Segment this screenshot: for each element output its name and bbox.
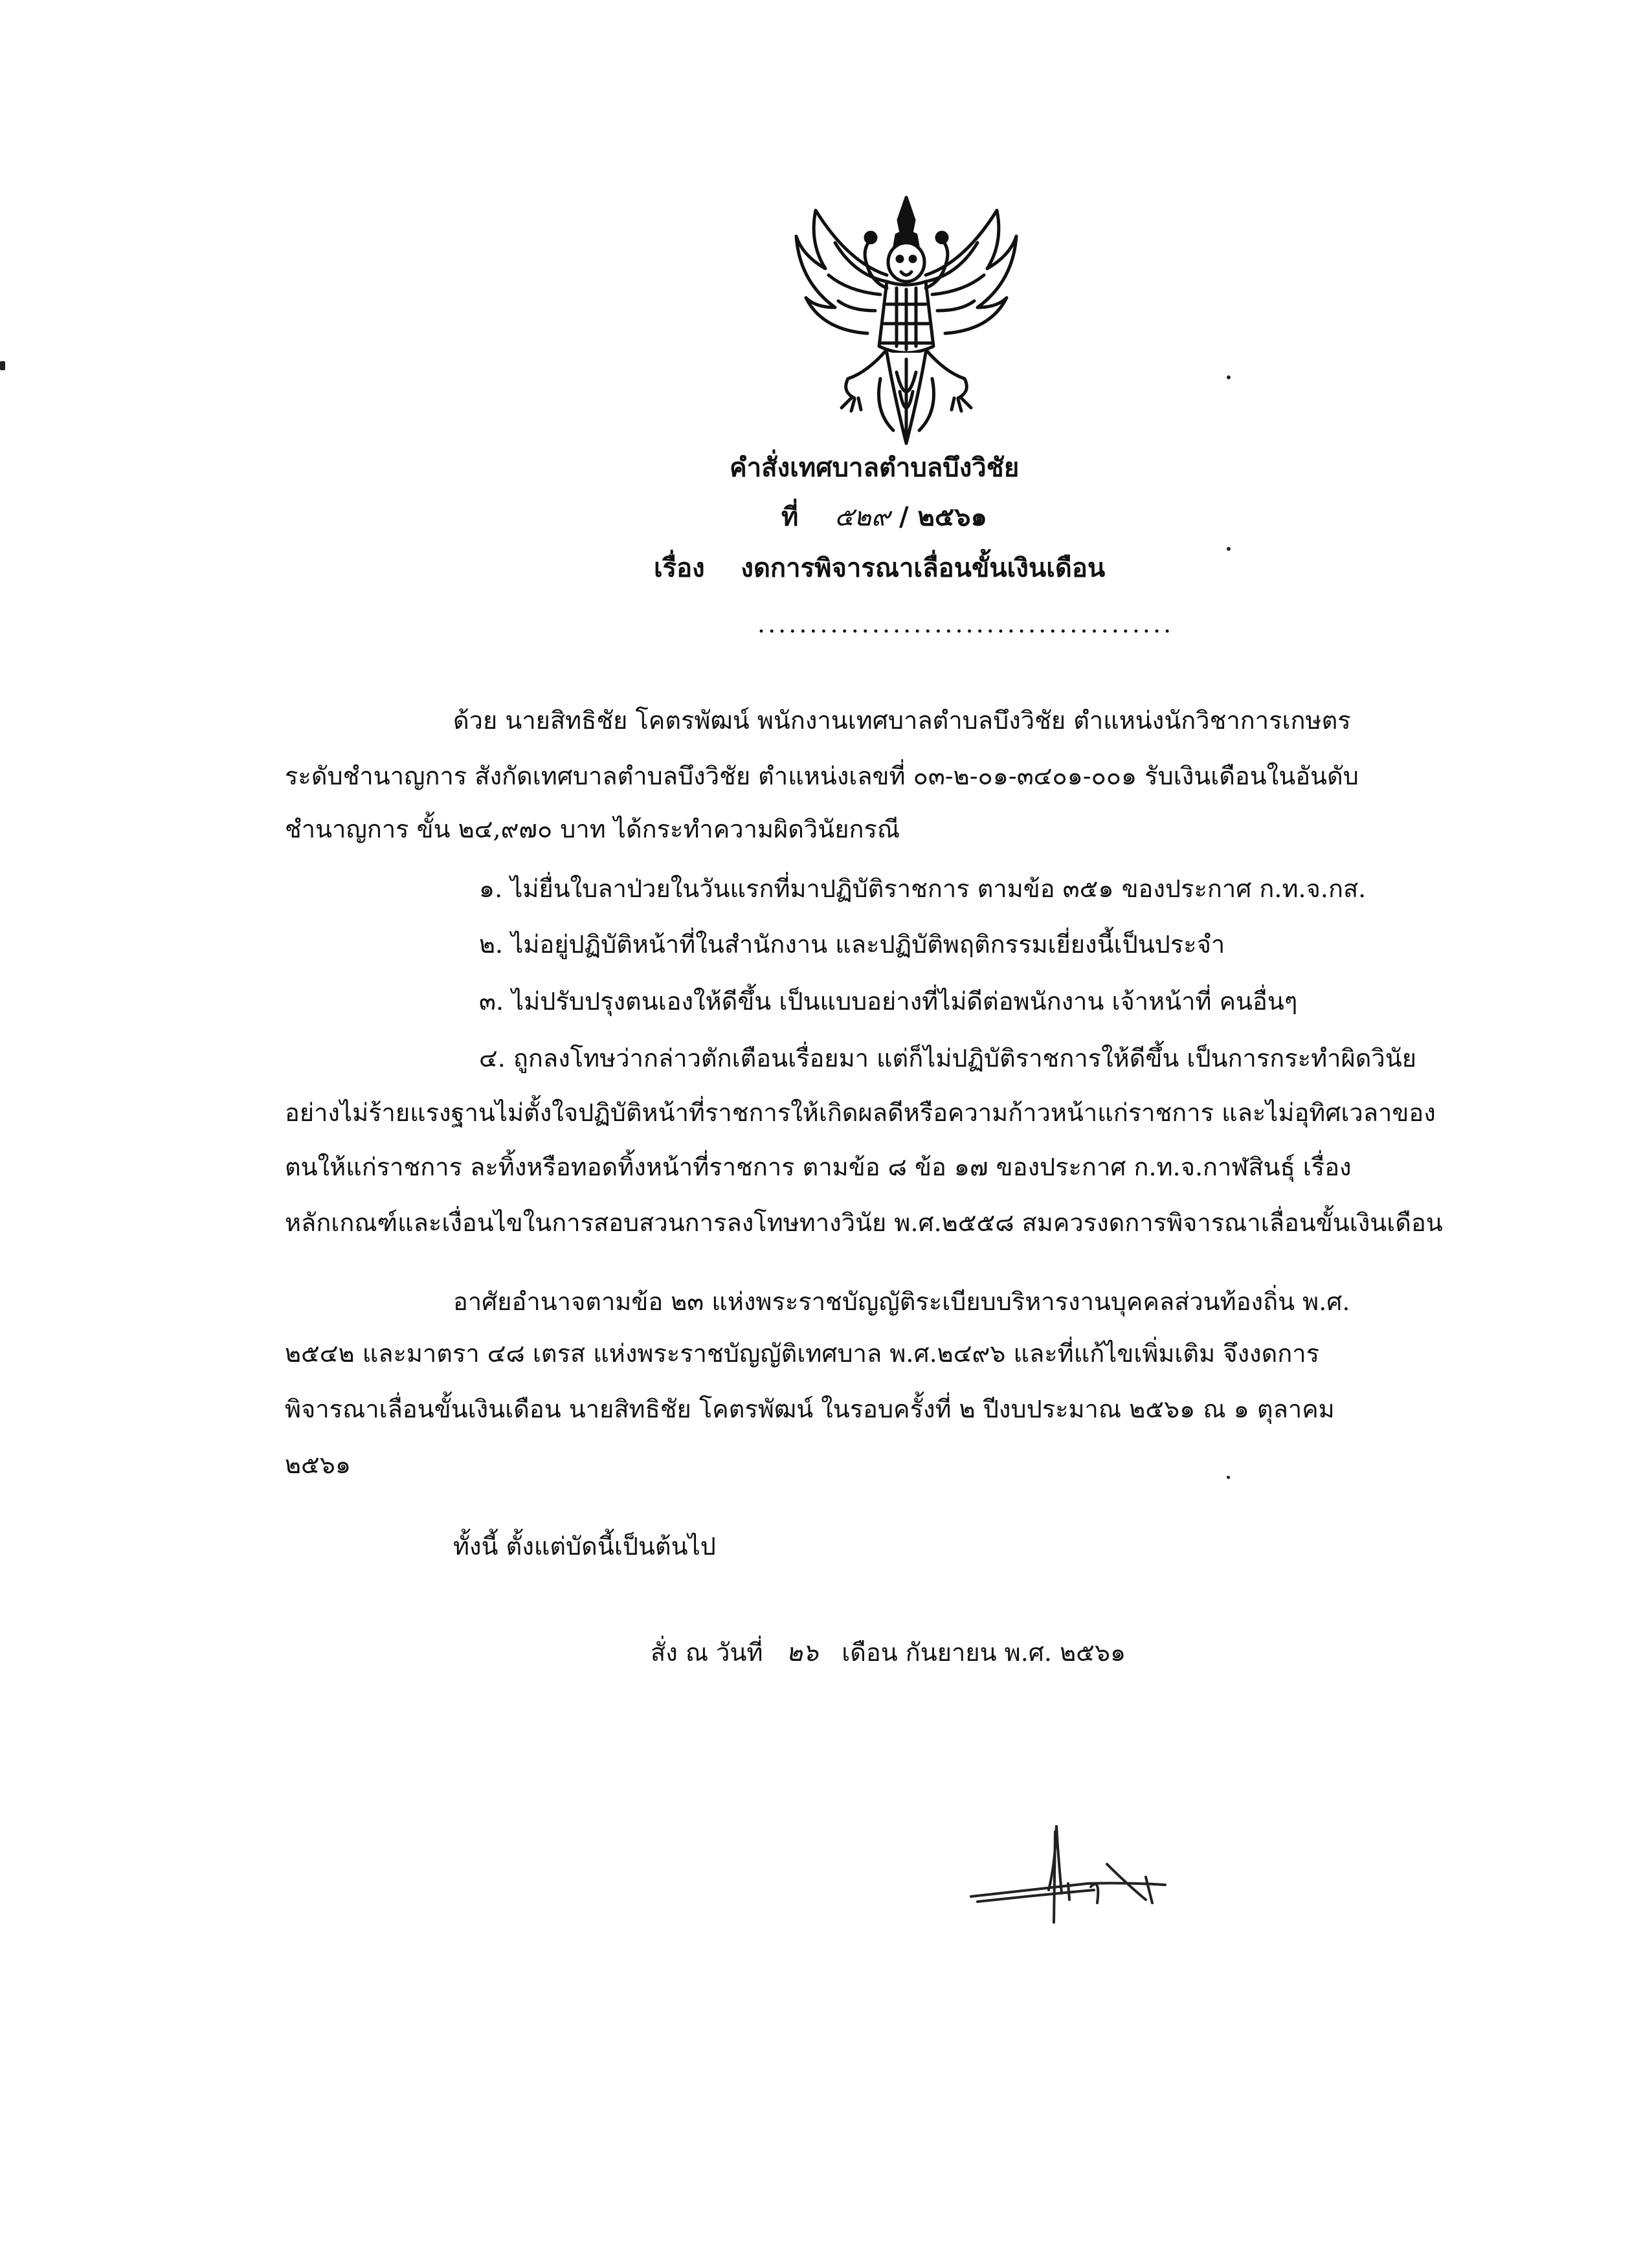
order-number-prefix: ที่ (781, 502, 799, 532)
scan-speck (1227, 375, 1231, 379)
paragraph-2-line-2: ๒๕๔๒ และมาตรา ๔๘ เตรส แห่งพระราชบัญญัติเทศบาล พ.ศ.๒๔๙๖ และที่แก้ไขเพิ่มเติม จึงงดการ (285, 1339, 1320, 1368)
offense-item-4-line-1: ๔. ถูกลงโทษว่ากล่าวตักเตือนเรื่อยมา แต่ก็ไม่ปฏิบัติราชการให้ดีขึ้น เป็นการกระทำผิดวินัย (479, 1044, 1416, 1073)
paragraph-1-line-1: ด้วย นายสิทธิชัย โคตรพัฒน์ พนักงานเทศบาลตำบลบึงวิชัย ตำแหน่งนักวิชาการเกษตร (453, 706, 1351, 735)
scan-speck (0, 361, 5, 370)
order-subject-label: เรื่อง (654, 553, 705, 583)
paragraph-2-line-4: ๒๕๖๑ (285, 1451, 352, 1479)
effective-clause: ทั้งนี้ ตั้งแต่บัดนี้เป็นต้นไป (453, 1532, 716, 1561)
paragraph-2-line-1: อาศัยอำนาจตามข้อ ๒๓ แห่งพระราชบัญญัติระเบียบบริหารงานบุคคลส่วนท้องถิ่น พ.ศ. (453, 1287, 1350, 1316)
header-separator: ........................................ (757, 610, 1174, 638)
paragraph-2-line-3: พิจารณาเลื่อนขั้นเงินเดือน นายสิทธิชัย โคตรพัฒน์ ในรอบครั้งที่ ๒ ปีงบประมาณ ๒๕๖๑ ณ ๑ ตุลาคม (285, 1395, 1335, 1423)
scan-speck (1227, 1476, 1230, 1479)
signature-mark (932, 1786, 1204, 1955)
order-subject-text: งดการพิจารณาเลื่อนขั้นเงินเดือน (741, 553, 1106, 583)
order-date-day-handwritten: ๒๖ (786, 1638, 818, 1667)
order-date (651, 1632, 1126, 1672)
order-title: คำสั่งเทศบาลตำบลบึงวิชัย (730, 452, 1020, 483)
offense-item-4-line-3: ตนให้แก่ราชการ ละทิ้งหรือทอดทิ้งหน้าที่ราชการ ตามข้อ ๘ ข้อ ๑๗ ของประกาศ ก.ท.จ.กาฬสินธุ์ เรื่อง (285, 1153, 1352, 1181)
offense-item-1: ๑. ไม่ยื่นใบลาป่วยในวันแรกที่มาปฏิบัติราชการ ตามข้อ ๓๕๑ ของประกาศ ก.ท.จ.กส. (479, 874, 1367, 903)
offense-item-4-line-4: หลักเกณฑ์และเงื่อนไขในการสอบสวนการลงโทษทางวินัย พ.ศ.๒๕๕๘ สมควรงดการพิจารณาเลื่อนขั้นเงินเดือน (285, 1208, 1443, 1237)
order-date-rest: เดือน กันยายน พ.ศ. ๒๕๖๑ (842, 1638, 1126, 1667)
order-number (781, 496, 987, 537)
garuda-emblem-icon (790, 184, 1023, 456)
order-subject (654, 547, 1105, 588)
paragraph-1-line-3: ชำนาญการ ขั้น ๒๔,๙๗๐ บาท ได้กระทำความผิดวินัยกรณี (285, 815, 900, 843)
offense-item-4-line-2: อย่างไม่ร้ายแรงฐานไม่ตั้งใจปฏิบัติหน้าที่ราชการให้เกิดผลดีหรือความก้าวหน้าแก่ราชการ และไม่อุทิศเวลาของ (285, 1098, 1436, 1127)
offense-item-3: ๓. ไม่ปรับปรุงตนเองให้ดีขึ้น เป็นแบบอย่างที่ไม่ดีต่อพนักงาน เจ้าหน้าที่ คนอื่นๆ (479, 987, 1298, 1016)
order-number-handwritten: ๕๒๙ (834, 502, 891, 532)
scan-speck (1227, 547, 1231, 551)
offense-item-2: ๒. ไม่อยู่ปฏิบัติหน้าที่ในสำนักงาน และปฏิบัติพฤติกรรมเยี่ยงนี้เป็นประจำ (479, 930, 1225, 959)
paragraph-1-line-2: ระดับชำนาญการ สังกัดเทศบาลตำบลบึงวิชัย ตำแหน่งเลขที่ ๐๓-๒-๐๑-๓๔๐๑-๐๐๑ รับเงินเดือนในอันดับ (285, 762, 1359, 790)
order-date-prefix: สั่ง ณ วันที่ (651, 1638, 763, 1667)
order-number-year: / ๒๕๖๑ (899, 502, 987, 532)
